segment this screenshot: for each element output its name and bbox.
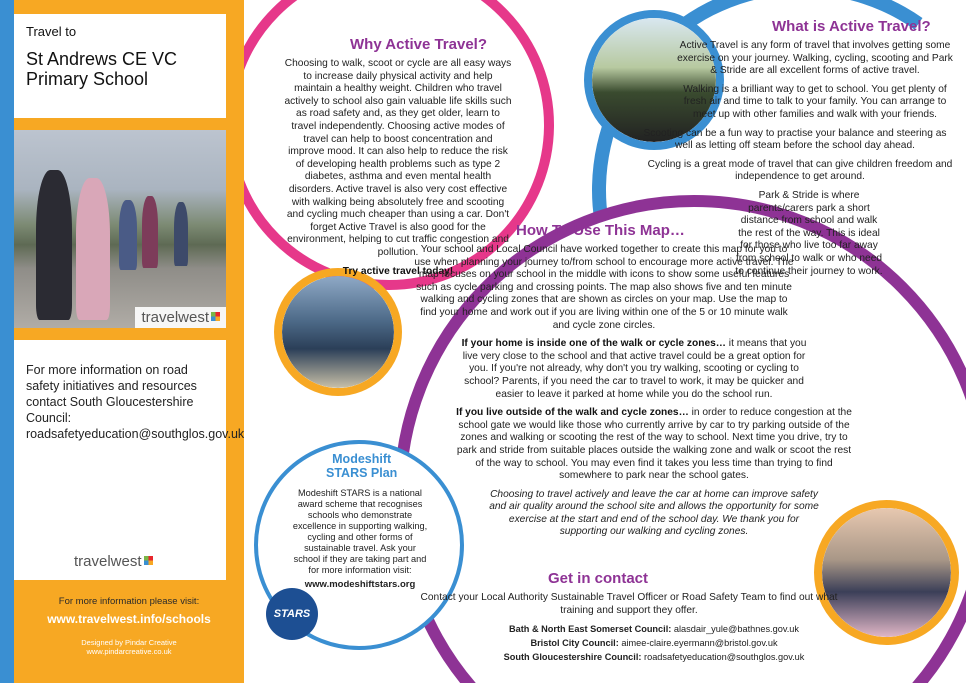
travelwest-logo: travelwest	[135, 307, 226, 328]
travelwest-plus-icon	[144, 556, 153, 565]
how-paragraph: Your school and Local Council have worked together to create this map for you to use when planning your journey to/from school to encourage more active travel. The map focuses on your school in the middle with icons to show some useful features such as cycle parking and crossing points. The map also shows five and ten minute walking and cycling zones that are shown as circles on your map. Use the map to find your home and work out if you are living within one of the 5 or 10 minute walk and cycle zone circles.	[414, 244, 794, 331]
inside-zone-paragraph: If your home is inside one of the walk or cycle zones… it means that you live very close to the school and that active travel could be a great option for you. If you're not already, why don't you try walking, scooting or cycling to school? Parents, if you need the car to travel to work, it may be quicker and easier to leave it parked at home while you do the school run.	[461, 338, 807, 400]
walking-paragraph: Walking is a brilliant way to get to school. You get plenty of fresh air and time to talk to your family. You can arrange to meet up with other families and walk with your friends.	[683, 83, 947, 120]
thanks-paragraph: Choosing to travel actively and leave the car at home can improve safety and air quality around the school site and allows the opportunity for some exercise at the start and end of the school day. We thank you for supporting our walking and cycling zones.	[489, 488, 819, 538]
contact-list	[444, 622, 864, 664]
travel-to-label: Travel to	[26, 24, 77, 39]
walking-to-school-photo	[14, 130, 226, 328]
left-footer	[14, 590, 244, 656]
contact-row: Bath & North East Somerset Council: alasdair_yule@bathnes.gov.uk	[508, 624, 799, 634]
blue-stripe	[0, 0, 14, 683]
why-cta: Try active travel today!	[342, 265, 454, 277]
children-backpacks-photo	[274, 268, 402, 396]
website-link[interactable]: www.travelwest.info/schools	[47, 612, 211, 626]
park-stride-paragraph: Park & Stride is where parents/carers park a short distance from school and walk the rest of the way. This is ideal for those who live too far away from school to walk or who need to continue their journey to work.	[735, 189, 883, 277]
modeshift-text	[290, 488, 430, 590]
main-content	[244, 0, 966, 683]
school-name: St Andrews CE VC Primary School	[26, 49, 178, 89]
scooting-paragraph: Scooting can be a fun way to practise your balance and steering as well as letting off steam before the school day ahead.	[643, 127, 947, 152]
email-link[interactable]: aimee-claire.eyermann@bristol.gov.uk	[621, 638, 778, 648]
why-paragraph: Choosing to walk, scoot or cycle are all easy ways to increase daily physical activity and help maintain a healthy weight. Children who travel actively to school also gain valuable life skills such as road safety and, as they get older, learn to travel independently. Choosing active modes of travel can help to boost concentration and improve mood. It can also help to reduce the risk of developing health problems such as type 2 diabetes, asthma and even mental health disorders. Active travel is also very cost effective with walking being absolutely free and scooting and cycling much cheaper than using a car. Don't forget Active Travel is also good for the environment, helping to cut traffic congestion and pollution.	[284, 58, 512, 258]
left-panel	[0, 0, 244, 683]
why-heading: Why Active Travel?	[350, 36, 487, 53]
info-box	[14, 340, 244, 580]
contact-row: South Gloucestershire Council: roadsafetyeducation@southglos.gov.uk	[503, 652, 805, 662]
what-heading: What is Active Travel?	[772, 18, 931, 35]
designed-by: Designed by Pindar Creative	[81, 638, 177, 647]
how-heading: How To Use This Map…	[516, 222, 685, 239]
email-link[interactable]: alasdair_yule@bathnes.gov.uk	[673, 624, 799, 634]
email-link[interactable]: roadsafetyeducation@southglos.gov.uk	[644, 652, 805, 662]
stars-badge-icon: STARS	[266, 588, 318, 640]
cycling-paragraph: Cycling is a great mode of travel that can give children freedom and independence to get around.	[647, 158, 953, 183]
modeshift-heading: Modeshift STARS Plan	[326, 452, 398, 480]
modeshift-link[interactable]: www.modeshiftstars.org	[304, 579, 416, 590]
designer-url[interactable]: www.pindarcreative.co.uk	[86, 647, 172, 656]
outside-zone-paragraph: If you live outside of the walk and cycle zones… in order to reduce congestion at the school gate we would like those who currently arrive by car to try parking outside of the zones and walking or scooting the rest of the way to school. Next time you drive, try to park and stride from suitable places outside the walking zone and walk or scoot the rest of the way to school. You may even find it takes you less time than trying to find somewhere to park near the school gates.	[456, 407, 852, 482]
modeshift-description: Modeshift STARS is a national award scheme that recognises schools who demonstrate excellence in supporting walking, cycling and other forms of sustainable travel. Ask your school if they are taking part and for more information visit:	[292, 488, 428, 575]
how-text	[414, 244, 852, 545]
travelwest-logo: travelwest	[74, 553, 153, 570]
travelwest-plus-icon	[211, 312, 220, 321]
title-box	[14, 14, 226, 118]
contact-row: Bristol City Council: aimee-claire.eyermann@bristol.gov.uk	[530, 638, 778, 648]
more-info-label: For more information please visit:	[58, 596, 200, 607]
what-paragraph: Active Travel is any form of travel that involves getting some exercise on your journey. Walking, cycling, scooting and Park & Stride are all excellent forms of active travel.	[677, 40, 953, 77]
contact-heading: Get in contact	[548, 570, 649, 587]
contact-text: Contact your Local Authority Sustainable Travel Officer or Road Safety Team to find out what training and support they offer.	[420, 592, 838, 616]
info-text: For more information on road safety initiatives and resources contact South Gloucestershire Council: roadsafetyeducation@southglos.gov.uk	[26, 363, 244, 441]
